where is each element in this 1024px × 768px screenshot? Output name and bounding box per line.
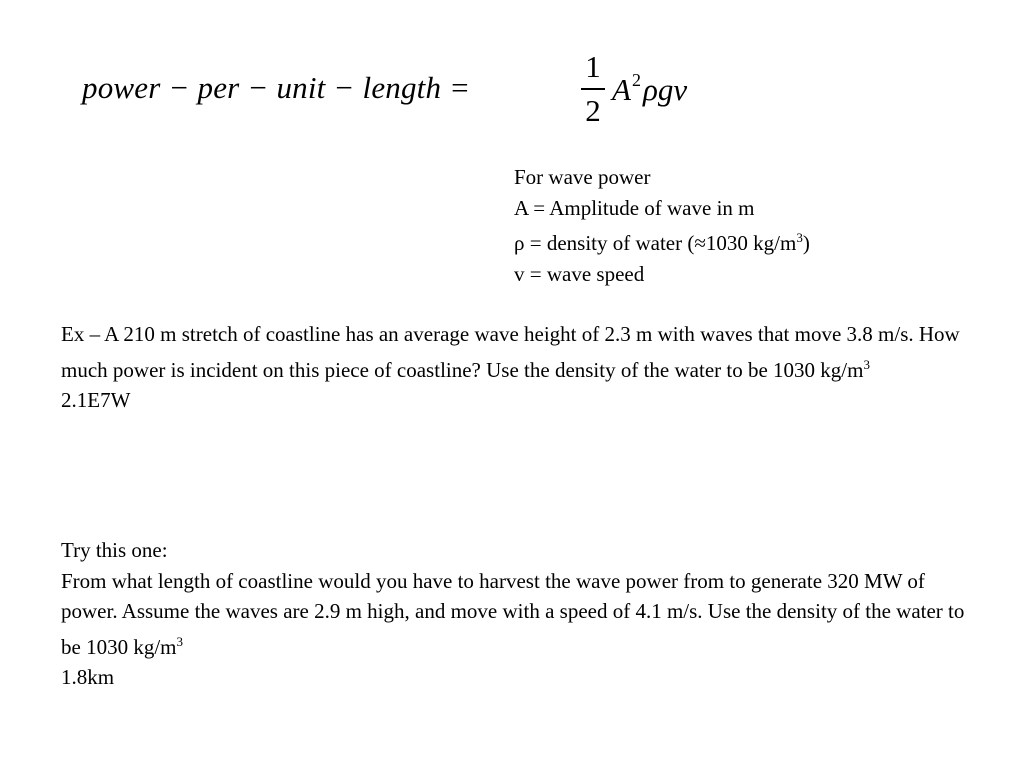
legend-amplitude: A = Amplitude of wave in m (514, 195, 755, 220)
practice-answer: 1.8km (61, 665, 115, 689)
formula-rhs (612, 70, 687, 108)
variable-legend (514, 162, 810, 289)
fraction-bar (581, 88, 605, 90)
fraction-denominator: 2 (585, 92, 601, 128)
example-answer: 2.1E7W (61, 388, 131, 412)
example-text: Ex – A 210 m stretch of coastline has an average wave height of 2.3 m with waves that move 3.8 m/s. How much power is incident on this piece of coastline? Use the density of the water to be 1030 $kg/m^3$ (61, 322, 960, 382)
formula-amplitude: A (612, 72, 631, 107)
legend-density: ρ = density of water (≈1030 $kg/m^3$) (514, 230, 810, 255)
formula-fraction (579, 48, 607, 130)
example-problem (61, 319, 966, 416)
legend-speed: v = wave speed (514, 261, 645, 286)
formula-lhs: power − per − unit − length = (82, 70, 471, 105)
practice-problem (61, 535, 966, 693)
fraction-numerator: 1 (585, 49, 601, 84)
formula-exponent: 2 (631, 70, 641, 90)
formula-rho-g-v: ρgv (642, 72, 688, 107)
legend-title: For wave power (514, 165, 651, 189)
practice-text: From what length of coastline would you have to harvest the wave power from to generate 320 MW of power. Assume the waves are 2.9 m high, and move with a speed of 4.1 m/s. Use the density of the water to be 1030 $kg/m^3$ (61, 568, 965, 659)
practice-heading: Try this one: (61, 538, 168, 562)
